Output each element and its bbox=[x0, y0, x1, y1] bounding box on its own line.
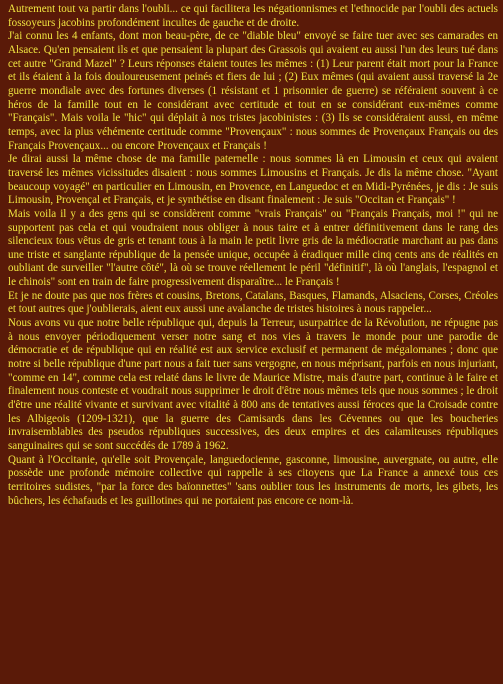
paragraph-1: Autrement tout va partir dans l'oubli... ce qui facilitera les négationnismes et l'ethnocide par l'oubli des actuels fossoyeurs jacobins profondément incultes de gauche et de droite. bbox=[8, 3, 498, 29]
paragraph-2: J'ai connu les 4 enfants, dont mon beau-père, de ce "diable bleu" envoyé se faire tuer avec ses camarades en Alsace. Qu'en pensaient ils et que pensaient la plupart des Grassois qui avaient eu aussi l'un des leurs tué dans cet autre "Grand Mazel" ? Leurs réponses étaient toutes les mêmes : (1) Leur parent était mort pour la France et ils étaient à la fois douloureusement peinés et fiers de lui ; (2) Eux mêmes (qui avaient aussi traversé la 2e guerre mondiale avec des fortunes diverses (1 résistant et 1 prisonnier de guerre) se référaient souvent à ce héros de la famille tout en le considérant avec certitude et tout en se considérant eux-mêmes comme "Français". Mais voila le "hic" qui déplait à nos tristes jacobinistes : (3) Ils se considéraient aussi, en même temps, avec la plus véhémente certitude comme "Provençaux" : nous sommes de Provençaux Français ou des Français Provençaux... ou encore Provençaux et Français ! bbox=[8, 30, 498, 152]
paragraph-4: Mais voila il y a des gens qui se considèrent comme "vrais Français" ou "Français Français, moi !" qui ne supportent pas cela et qui voudraient nous obliger à nous taire et à entrer définitivement dans le rang des silencieux tous vêtus de gris et tenant tous à la main le petit livre gris de la médiocratie marchant au pas dans une triste et sanglante république de la pensée unique, occupée à éradiquer mille cinq cents ans de réalités en oubliant de surveiller "l'autre côté", là où se trouve réellement le péril "définitif", là où l'anglais, l'espagnol et le chinois" sont en train de faire progressivement disparaître... le Français ! bbox=[8, 207, 498, 289]
paragraph-3: Je dirai aussi la même chose de ma famille paternelle : nous sommes là en Limousin et ceux qui avaient traversé les mêmes vicissitudes disaient : nous sommes Limousins et Français. Je dis la même chose. "Ayant beaucoup voyagé" en particulier en Limousin, en Provence, en Languedoc et en Midi-Pyrénées, je dis : Je suis Limousin, Provençal et Français, et je synthétise en disant finalement : Je suis "Occitan et Français" ! bbox=[8, 153, 498, 207]
paragraph-5: Et je ne doute pas que nos frères et cousins, Bretons, Catalans, Basques, Flamands, Alsaciens, Corses, Créoles et tout autres que j'oublierais, aient eux aussi une avalanche de tristes histoires à nous rappeler... bbox=[8, 289, 498, 316]
paragraph-7: Quant à l'Occitanie, qu'elle soit Provençale, languedocienne, gasconne, limousine, auvergnate, ou autre, elle possède une profonde mémoire collective qui rappelle à ses citoyens que La France a annexé tous ces territoires sudistes, "par la force des baïonnettes" 'sans oublier tous les instruments de morts, les gibets, les bûchers, les échafauds et les guillotines qui ne portaient pas encore ce nom-là. bbox=[8, 453, 498, 507]
paragraph-6: Nous avons vu que notre belle république qui, depuis la Terreur, usurpatrice de la Révolution, ne répugne pas à nous envoyer périodiquement verser notre sang et nos vies à travers le monde pour une parodie de démocratie et de république qui en réalité est aux service exclusif et permanent de mégalomanes ; donc que notre si belle république d'une part nous a fait tuer sans vergogne, en nous méprisant, parfois en nous injuriant, "comme en 14", comme cela est relaté dans le livre de Maurice Mistre, mais d'autre part, continue à le faire et finalement nous conteste et voudrait nous supprimer le droit d'être nous mêmes tels que nous sommes ; le droit d'être une réalité vivante et survivant avec vitalité à 800 ans de tentatives aussi féroces que la Croisade contre les Albigeois (1209-1321), que la guerre des Camisards dans les Cévennes ou que les boucheries invraisemblables des pseudos républiques successives, des deux empires et des calamiteuses républiques sanguinaires qui se sont succédés de 1789 à 1962. bbox=[8, 317, 498, 452]
